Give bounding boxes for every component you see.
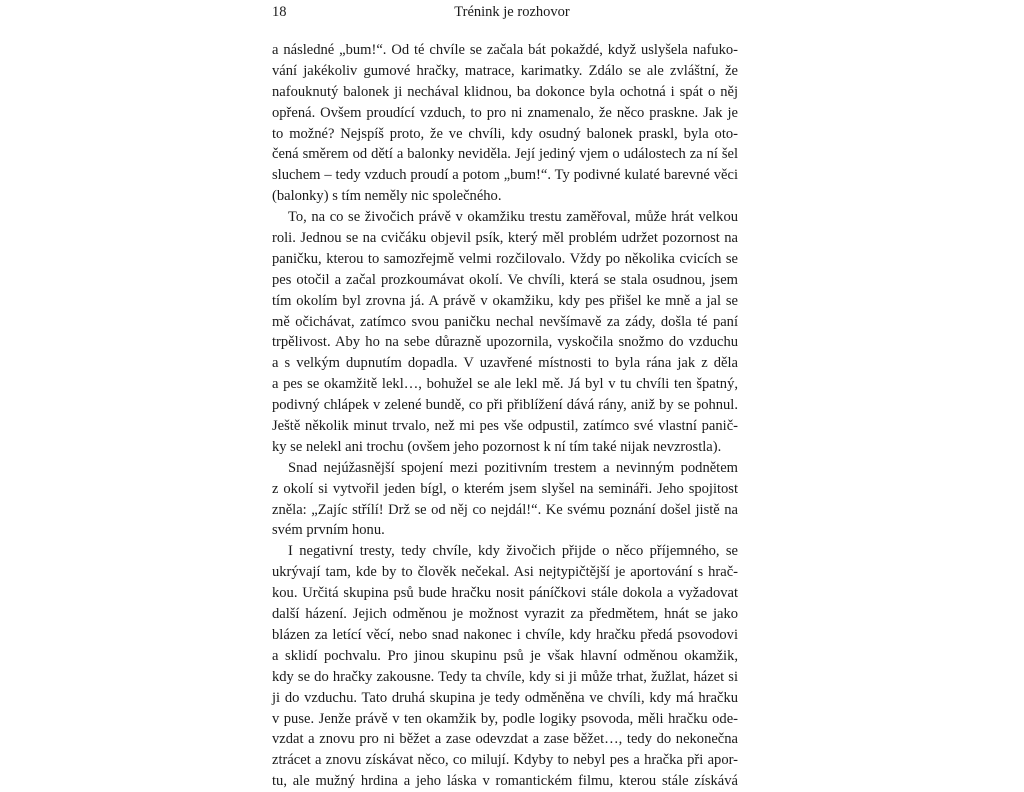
body-text [272,40,738,792]
text-line: z okolí si vytvořil jeden bígl, o kterém jsem slyšel na semináři. Jeho spojitost [272,480,738,497]
text-line: Ještě několik minut trvalo, než mi pes vše odpustil, zatímco své vlastní panič- [272,418,738,435]
text-line: blázen za letící věcí, nebo snad nakonec i chvíle, kdy hračku předá psovodovi [272,626,738,643]
text-line: tím okolím byl zrovna já. A právě v okamžiku, kdy pes přišel ke mně a jal se [272,292,738,309]
text-line: sluchem – tedy vzduch proudí a potom „bum!“. Ty podivné kulaté barevné věci [272,167,738,184]
text-line: ztrácet a znovu získávat něco, co milují. Kdyby to nebyl pes a hračka při apor- [272,752,738,769]
text-line: vání jakékoliv gumové hračky, matrace, karimatky. Zdálo se ale zvláštní, že [272,62,738,79]
text-line: (balonky) s tím neměly nic společného. [272,188,502,205]
text-line: paničku, kterou to samozřejmě velmi rozčilovalo. Vždy po několika cvicích se [272,250,738,267]
text-line: mě očichávat, zatímco svou paničku nechal nevšímavě za zády, došla té paní [272,313,738,330]
running-title: Trénink je rozhovor [454,4,570,20]
page-number: 18 [272,4,287,20]
text-line: svém prvním honu. [272,522,385,539]
text-line: opřená. Ovšem proudící vzduch, to pro ni znamenalo, že něco praskne. Jak je [272,104,738,121]
text-line: v puse. Jenže právě v ten okamžik by, podle logiky psovoda, měli hračku ode- [272,710,738,727]
text-line: pes otočil a začal prozkoumávat okolí. Ve chvíli, která se stala osudnou, jsem [272,271,738,288]
text-line: I negativní tresty, tedy chvíle, kdy živočich přijde o něco příjemného, se [288,543,738,560]
text-line: kdy se do hračky zakousne. Tedy ta chvíle, kdy si ji může trhat, žužlat, házet si [272,668,738,685]
text-line: ukrývají tam, kde by to člověk nečekal. Asi nejtypičtější je aportování s hrač- [272,564,738,581]
text-line: roli. Jednou se na cvičáku objevil psík, který měl problém udržet pozornost na [272,230,738,247]
text-line: ky se nelekl ani trochu (ovšem jeho pozornost k ní tím také nijak nevzrostla). [272,438,722,455]
text-line: a sklidí pochvalu. Pro jinou skupinu psů je však hlavní odměnou okamžik, [272,647,738,664]
text-line: a následné „bum!“. Od té chvíle se začala bát pokaždé, když uslyšela nafuko- [272,42,738,58]
text-line: a pes se okamžitě lekl…, bohužel se ale lekl mě. Já byl v tu chvíli ten špatný, [272,376,738,393]
text-line: To, na co se živočich právě v okamžiku trestu zaměřoval, může hrát velkou [288,209,738,226]
running-head [272,4,738,24]
text-line: to možné? Nejspíš proto, že ve chvíli, kdy osudný balonek praskl, byla oto- [272,125,738,142]
text-line: a s velkým dupnutím dopadla. V uzavřené místnosti to byla rána jak z děla [272,355,738,372]
text-line: zněla: „Zajíc střílí! Drž se od něj co nejdál!“. Ke svému poznání došel jistě na [272,501,738,518]
text-line: tu, ale mužný hrdina a jeho láska v romantickém filmu, kterou stále získává [272,773,738,790]
text-line: další házení. Jejich odměnou je možnost vyrazit za předmětem, hnát se jako [272,606,738,623]
text-line: nafouknutý balonek ji nechával klidnou, ba dokonce byla ochotná i spát o něj [272,83,738,100]
text-line: podivný chlápek v zelené bundě, co při přiblížení dává rány, aniž by se pohnul. [272,397,738,414]
text-line: kou. Určitá skupina psů bude hračku nosit páníčkovi stále dokola a vyžadovat [272,585,738,602]
text-line: Snad nejúžasnější spojení mezi pozitivním trestem a nevinným podnětem [288,459,738,476]
text-line: vzdat a znovu pro ni běžet a zase odevzdat a zase běžet…, tedy do nekonečna [272,731,738,748]
text-line: čená směrem od dětí a balonky neviděla. Její jediný vjem o událostech za ní šel [272,146,738,163]
text-line: ji do vzduchu. Tato druhá skupina je tedy odměněna ve chvíli, kdy má hračku [272,689,738,706]
text-line: trpělivost. Aby ho na sebe důrazně upozornila, vyskočila snožmo do vzduchu [272,334,738,351]
